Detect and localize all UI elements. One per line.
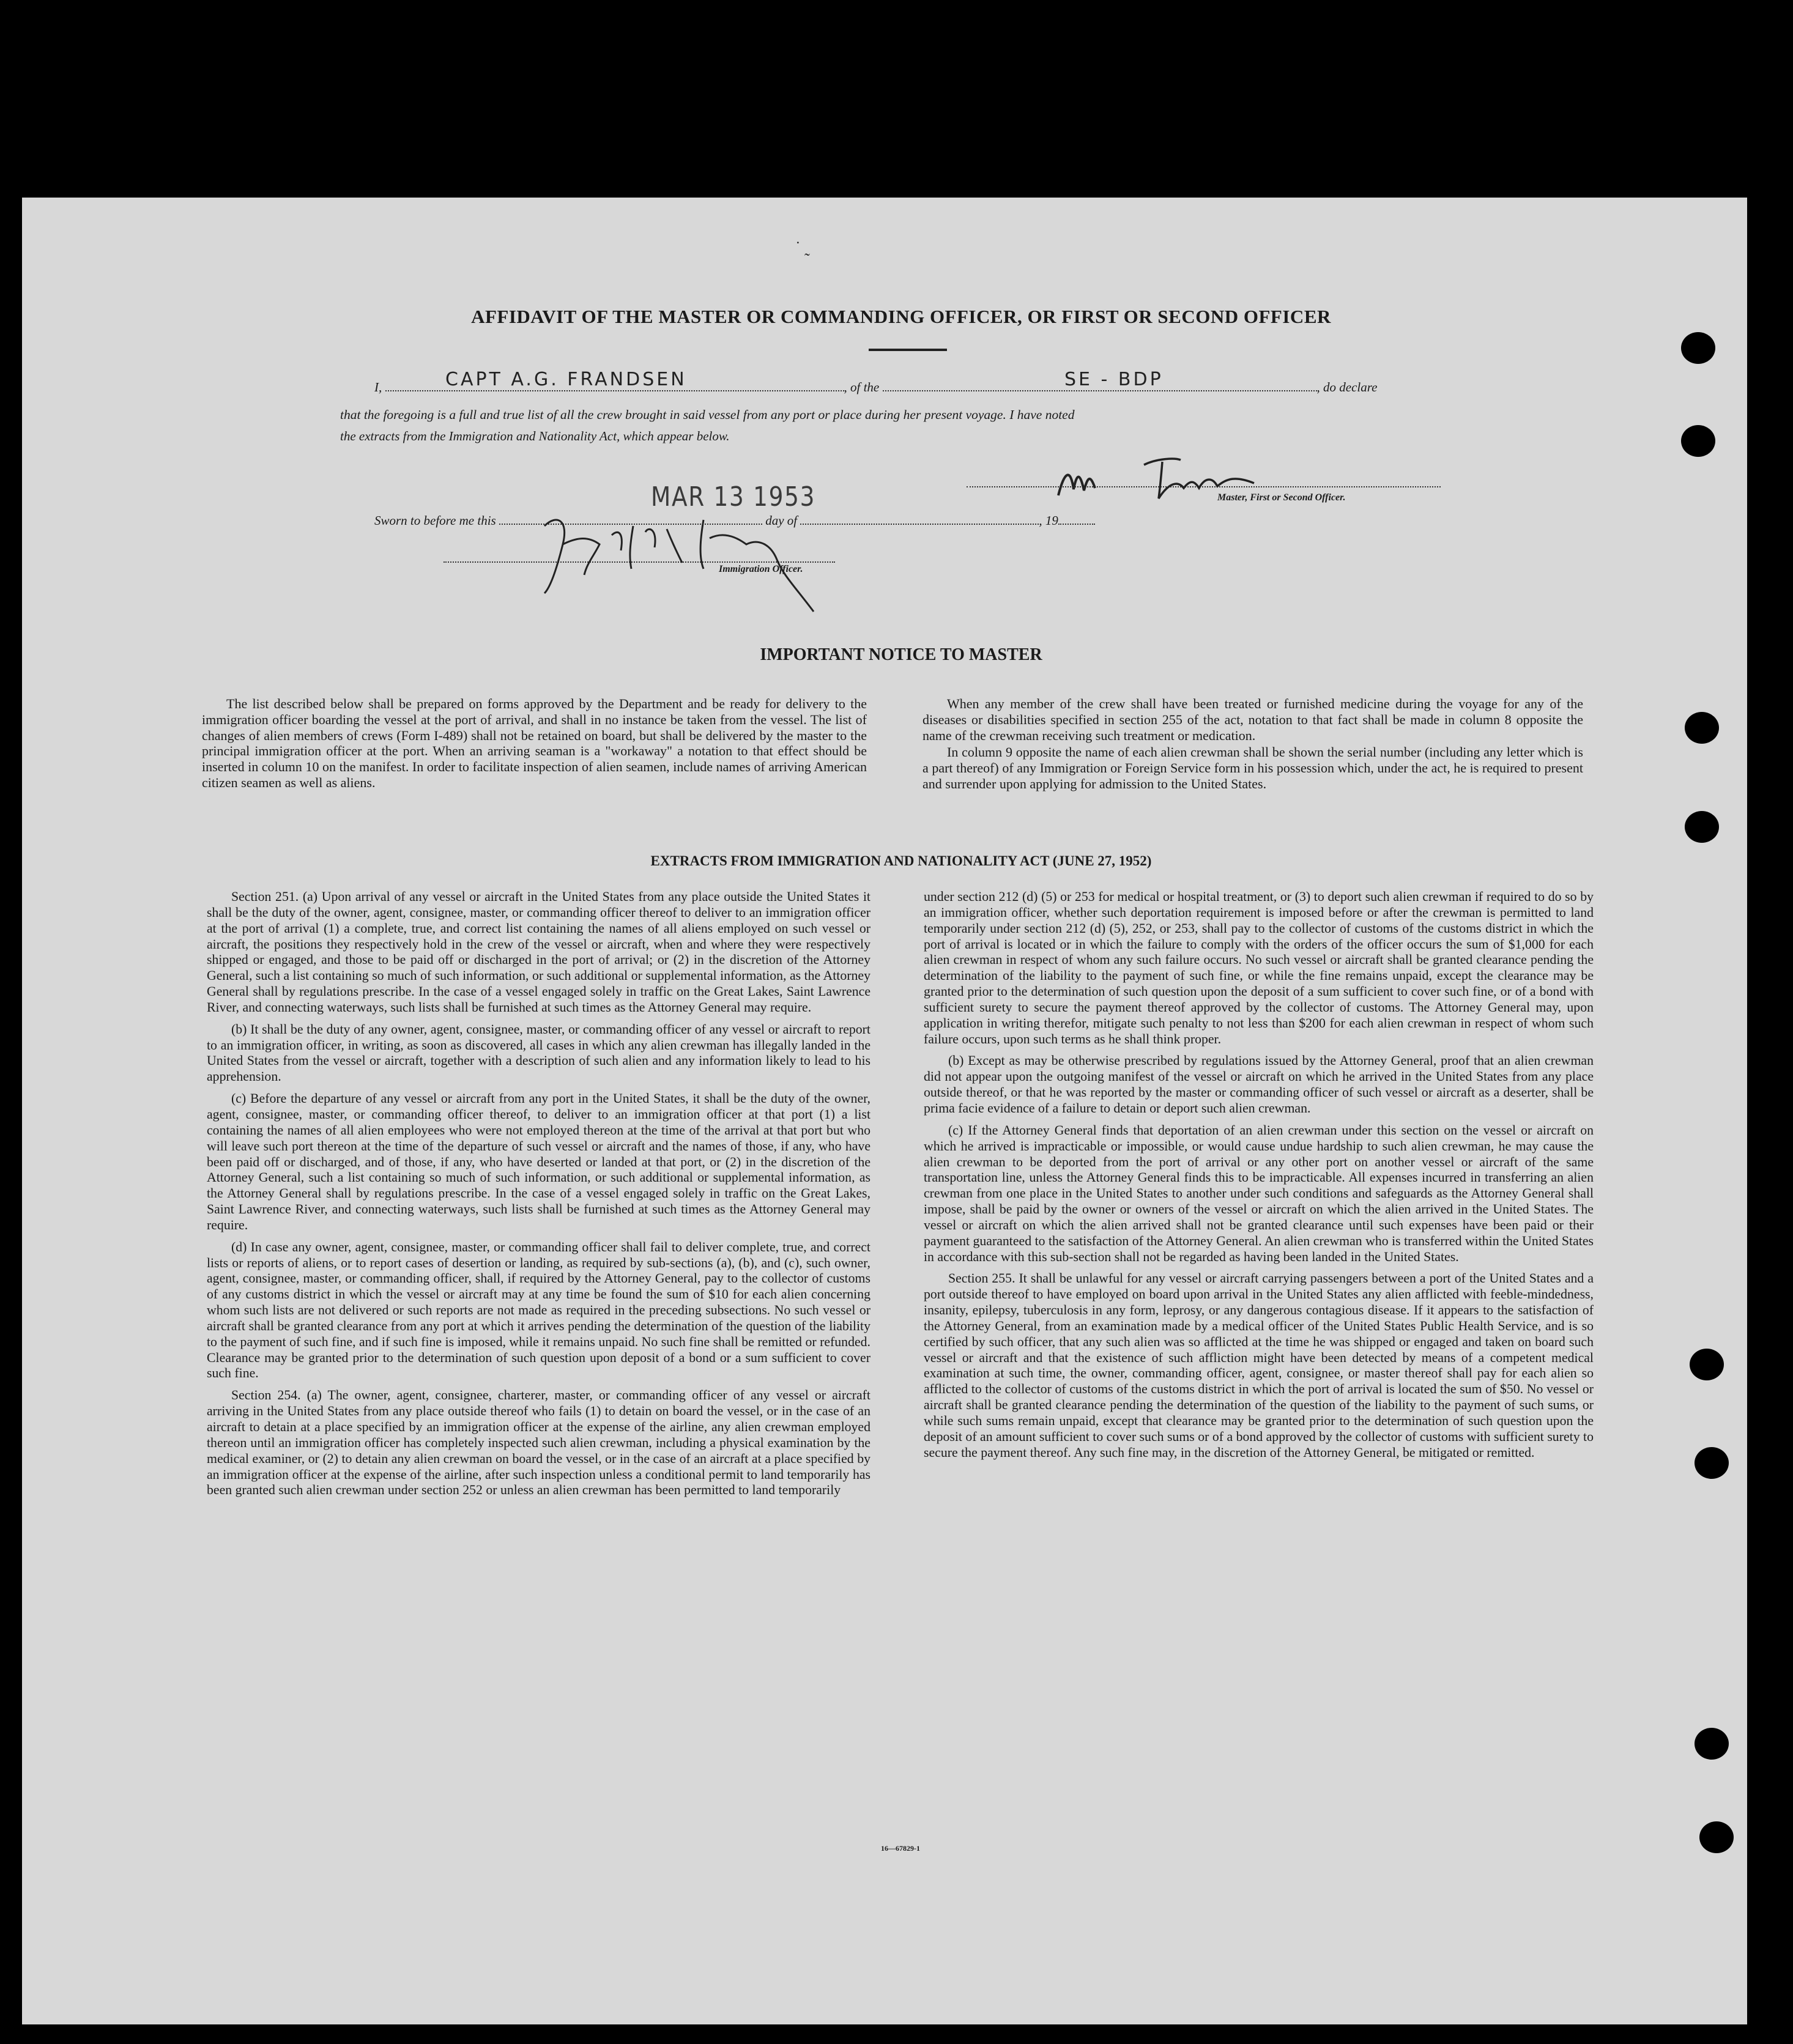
- notice-left-column: [202, 696, 867, 797]
- extracts-right-column: [924, 889, 1594, 1467]
- sworn-label: Sworn to before me this: [374, 513, 496, 528]
- punch-hole: [1685, 811, 1719, 843]
- punch-hole: [1685, 712, 1719, 744]
- section-254a-continued: under section 212 (d) (5) or 253 for medical or hospital treatment, or (3) to deport such alien crewman if required to do so by an immigration officer, whether such deportation requirement is imposed before or after the crewman is permitted to land temporarily under section 212 (d) (5), 252, or 253, shall pay to the collector of customs of the customs district in which the port of arrival is located or in which the failure to comply with the orders of the officer occurs the sum of $1,000 for each alien crewman in respect of whom any such failure occurs. No such vessel or aircraft shall be granted clearance pending the determination of the liability to the payment of such fine, or while the fine remains unpaid, except the clearance may be granted prior to the determination of such question upon the deposit of a sum sufficient to cover such fine, or of a bond with sufficient surety to secure the payment thereof approved by the collector of customs. The Attorney General may, upon application in writing therefor, mitigate such penalty to not less than $200 for each alien crewman in respect of whom such failure occurs, upon such terms as he shall think proper.: [924, 889, 1594, 1046]
- handwritten-vessel: SE - BDP: [1064, 369, 1164, 390]
- punch-hole: [1681, 332, 1715, 364]
- scan-specks: ˙ ˷: [795, 239, 1641, 256]
- notice-right-paragraph-1: When any member of the crew shall have been treated or furnished medicine during the voyage for any of the diseases or disabilities specified in section 255 of the act, notation to that fact shall be made in column 8 opposite the name of the crewman receiving such treatment or medication.: [922, 696, 1583, 743]
- master-signature: [1052, 453, 1309, 508]
- section-251a: Section 251. (a) Upon arrival of any vessel or aircraft in the United States from any place outside the United States it shall be the duty of the owner, agent, consignee, master, or commanding officer thereof to deliver to an immigration officer at the port of arrival (1) a complete, true, and correct list containing the names of all aliens employed on such vessel or aircraft, the positions they respectively hold in the crew of the vessel or aircraft, when and where they were respectively shipped or engaged, and those to be paid off or discharged in the port of arrival; or (2) in the discretion of the Attorney General, such a list containing so much of such information, or such additional or supplemental information, as the Attorney General shall by regulations prescribe. In the case of a vessel engaged solely in traffic on the Great Lakes, Saint Lawrence River, and connecting waterways, such lists shall be furnished at such times as the Attorney General may require.: [207, 889, 871, 1015]
- punch-hole: [1695, 1447, 1729, 1479]
- section-251b: (b) It shall be the duty of any owner, agent, consignee, master, or commanding officer of any vessel or aircraft to report to an immigration officer, in writing, as soon as discovered, all cases in which any alien crewman has illegally landed in the United States from the vessel or aircraft, together with a description of such alien and any information likely to lead to his apprehension.: [207, 1021, 871, 1084]
- notice-title: IMPORTANT NOTICE TO MASTER: [760, 645, 1042, 664]
- notice-right-column: [922, 696, 1583, 798]
- of-the-label: , of the: [844, 380, 880, 394]
- extracts-left-column: [207, 889, 871, 1505]
- section-251c: (c) Before the departure of any vessel or aircraft from any port in the United States, it shall be the duty of the owner, agent, consignee, master, or commanding officer thereof, to deliver to an immigration officer at that port (1) a list containing the names of all alien employees who were not employed thereon at the time of the arrival at that port but who will leave such port thereon at the time of the departure of such vessel or aircraft and the names of those, if any, who have been paid off or discharged, and of those, if any, who have deserted or landed at that port, or (2) in the discretion of the Attorney General, such a list containing so much of such information, or such additional or supplemental information, as the Attorney General shall by regulations prescribe. In the case of a vessel engaged solely in traffic on the Great Lakes, Saint Lawrence River, and connecting waterways, such lists shall be furnished at such times as the Attorney General may require.: [207, 1091, 871, 1232]
- do-declare-label: , do declare: [1316, 380, 1378, 394]
- extracts-title: EXTRACTS FROM IMMIGRATION AND NATIONALITY ACT (JUNE 27, 1952): [650, 853, 1152, 868]
- punch-hole: [1690, 1349, 1724, 1380]
- officer-caption: Immigration Officer.: [719, 564, 803, 574]
- day-of-label: day of: [765, 513, 798, 528]
- year-field: [1058, 513, 1095, 525]
- date-stamp: MAR 13 1953: [651, 481, 816, 513]
- master-caption: Master, First or Second Officer.: [1217, 492, 1346, 503]
- declaration-prefix: I,: [374, 380, 382, 394]
- section-254b: (b) Except as may be otherwise prescribed by regulations issued by the Attorney General, proof that an alien crewman did not appear upon the outgoing manifest of the vessel or aircraft on which he arrived in the United States from any place outside thereof, or that he was reported by the master or commanding officer of such vessel or aircraft as a deserter, shall be prima facie evidence of a failure to detain or deport such alien crewman.: [924, 1053, 1594, 1116]
- form-code: 16—67829-1: [881, 1844, 920, 1853]
- punch-hole: [1699, 1821, 1734, 1853]
- handwritten-master-name: CAPT A.G. FRANDSEN: [445, 369, 687, 390]
- section-254a: Section 254. (a) The owner, agent, consignee, charterer, master, or commanding officer of any vessel or aircraft arriving in the United States from any place outside thereof who fails (1) to detain on board the vessel, or in the case of an aircraft to detain at a place specified by an immigration officer at the expense of the airline, any alien crewman employed thereon until an immigration officer has completely inspected such alien crewman, including a physical examination by the medical examiner, or (2) to detain any alien crewman on board the vessel, or in the case of an aircraft at a place specified by an immigration officer at the expense of the airline, after such inspection unless a conditional permit to land temporarily has been granted such alien crewman under section 252 or unless an alien crewman has been permitted to land temporarily: [207, 1388, 871, 1498]
- declaration-text-3: the extracts from the Immigration and Nationality Act, which appear below.: [340, 429, 730, 443]
- section-255: Section 255. It shall be unlawful for any vessel or aircraft carrying passengers between a port of the United States and a port outside thereof to have employed on board upon arrival in the United States any alien afflicted with feeble-mindedness, insanity, epilepsy, tuberculosis in any form, leprosy, or any dangerous contagious disease. If it appears to the satisfaction of the Attorney General, from an examination made by a medical officer of the United States Public Health Service, and is so certified by such officer, that any such alien was so afflicted at the time he was shipped or engaged and taken on board such vessel or aircraft and that the existence of such affliction might have been detected by means of a competent medical examination at such time, the owner, commanding officer, agent, consignee, or master thereof shall pay for each alien so afflicted to the collector of customs of the customs district in which the port of arrival is located the sum of $50. No vessel or aircraft shall be granted clearance pending the determination of the question of the liability to the payment of such sums, or while such sums remain unpaid, except that clearance may be granted prior to the determination of such question upon the deposit of an amount sufficient to cover such sums or of a bond approved by the collector of customs with sufficient surety to secure the payment thereof. Any such fine may, in the discretion of the Attorney General, be mitigated or remitted.: [924, 1271, 1594, 1460]
- affidavit-title: AFFIDAVIT OF THE MASTER OR COMMANDING OFFICER, OR FIRST OR SECOND OFFICER: [471, 306, 1331, 327]
- notice-left-paragraph: The list described below shall be prepared on forms approved by the Department and be ready for delivery to the immigration officer boarding the vessel at the port of arrival, and shall in no instance be taken from the vessel. The list of changes of alien members of crews (Form I-489) shall not be retained on board, but shall be delivered by the master to the principal immigration officer at the port. When an arriving seaman is a "workaway" a notation to that effect should be inserted in column 10 on the manifest. In order to facilitate inspection of alien seamen, include names of arriving American citizen seamen as well as aliens.: [202, 696, 867, 790]
- officer-signature: [526, 502, 930, 624]
- year-label: , 19: [1039, 513, 1058, 528]
- declaration-text-2: that the foregoing is a full and true list of all the crew brought in said vessel from any port or place during her present voyage. I have noted: [340, 407, 1075, 422]
- title-rule: [869, 349, 947, 351]
- punch-hole: [1695, 1728, 1729, 1760]
- section-251d: (d) In case any owner, agent, consignee, master, or commanding officer shall fail to deliver complete, true, and correct lists or reports of aliens, or to report cases of desertion or landing, as required by sub-sections (a), (b), and (c), such owner, agent, consignee, master, or commanding officer, shall, if required by the Attorney General, pay to the collector of customs of any customs district in which the vessel or aircraft may at any time be found the sum of $10 for each alien concerning whom such lists are not delivered or such reports are not made as required in the preceding subsections. No such vessel or aircraft shall be granted clearance from any port at which it arrives pending the determination of the question of the liability to the payment of such fine, and if such fine is imposed, while it remains unpaid. No such fine shall be remitted or refunded. Clearance may be granted prior to the determination of such question upon deposit of a bond or a sum sufficient to cover such fine.: [207, 1239, 871, 1381]
- notice-right-paragraph-2: In column 9 opposite the name of each alien crewman shall be shown the serial number (including any letter which is a part thereof) of any Immigration or Foreign Service form in his possession which, under the act, he is required to present and surrender upon applying for admission to the United States.: [922, 744, 1583, 791]
- section-254c: (c) If the Attorney General finds that deportation of an alien crewman under this section on the vessel or aircraft on which he arrived is impracticable or impossible, or would cause undue hardship to such alien crewman, he may cause the alien crewman to be deported from the port of arrival or any other port on another vessel or aircraft of the same transportation line, unless the Attorney General finds this to be impracticable. All expenses incurred in transferring an alien crewman from one place in the United States to another under such conditions and safeguards as the Attorney General shall impose, shall be paid by the owner or owners of the vessel or aircraft on which the alien arrived in the United States. The vessel or aircraft on which the alien arrived shall not be granted clearance until such expenses have been paid or their payment guaranteed to the satisfaction of the Attorney General. An alien crewman who is transferred within the United States in accordance with this sub-section shall not be regarded as having been landed in the United States.: [924, 1122, 1594, 1264]
- punch-hole: [1681, 425, 1715, 457]
